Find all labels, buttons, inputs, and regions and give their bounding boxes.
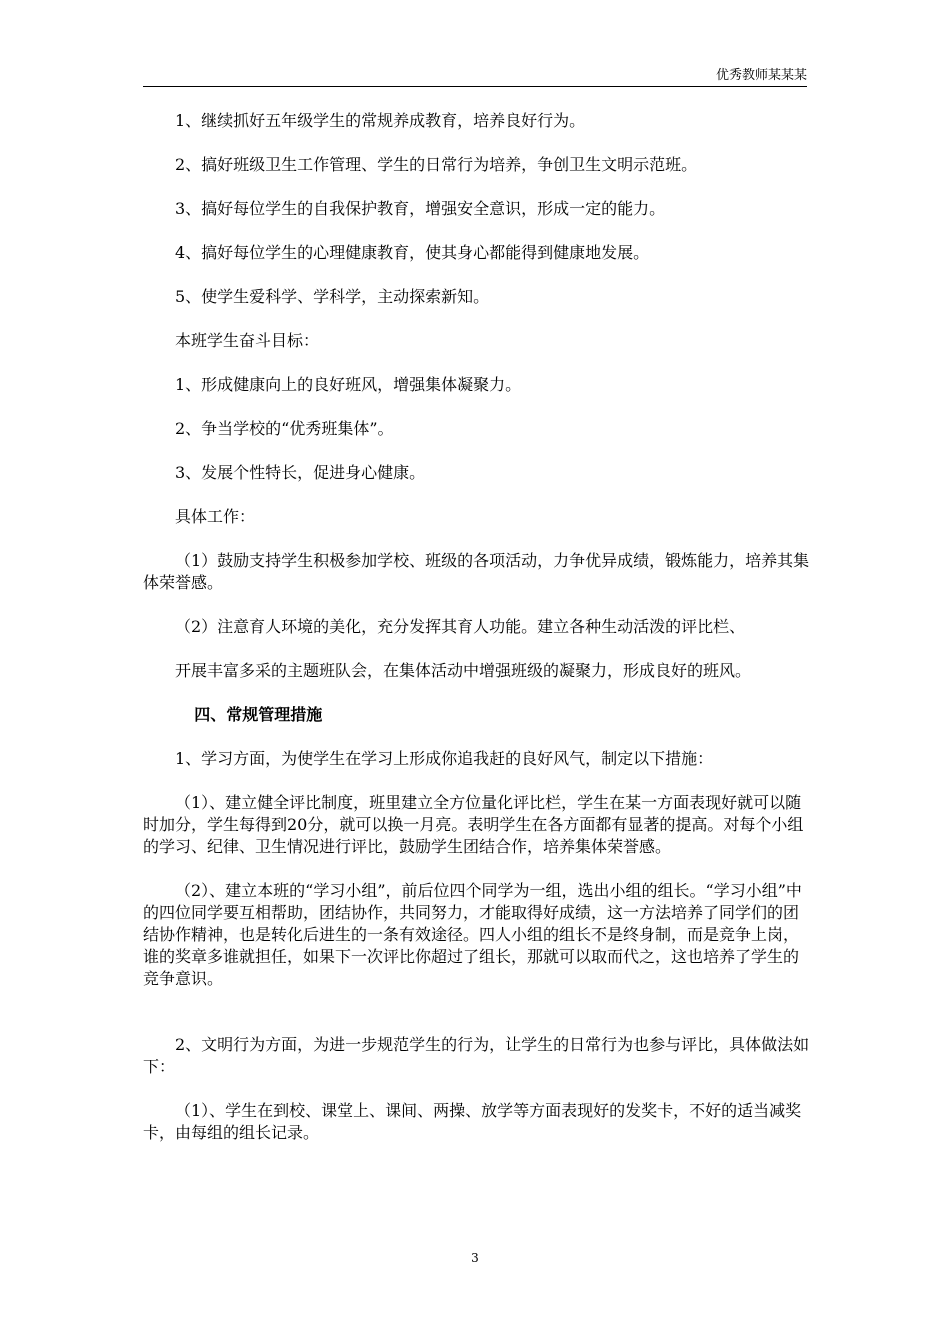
paragraph: （1）鼓励支持学生积极参加学校、班级的各项活动，力争优异成绩，锻炼能力，培养其集体荣誉感。 xyxy=(143,551,810,592)
paragraph: 2、文明行为方面，为进一步规范学生的行为，让学生的日常行为也参与评比，具体做法如下： xyxy=(143,1035,810,1076)
page-number: 3 xyxy=(471,1251,479,1265)
paragraph: 3、搞好每位学生的自我保护教育，增强安全意识，形成一定的能力。 xyxy=(175,199,666,218)
paragraph: 开展丰富多采的主题班队会，在集体活动中增强班级的凝聚力，形成良好的班风。 xyxy=(175,661,752,680)
paragraph: 2、搞好班级卫生工作管理、学生的日常行为培养，争创卫生文明示范班。 xyxy=(175,155,698,174)
paragraph: 具体工作： xyxy=(175,507,256,526)
paragraph: （1）、建立健全评比制度，班里建立全方位量化评比栏，学生在某一方面表现好就可以随时加分，学生每得到20分，就可以换一月亮。表明学生在各方面都有显著的提高。对每个小组的学习、纪律、卫生情况进行评比，鼓励学生团结合作，培养集体荣誉感。 xyxy=(143,793,804,856)
paragraph: 本班学生奋斗目标： xyxy=(175,331,320,350)
spacer xyxy=(143,1012,813,1034)
paragraph: 1、形成健康向上的良好班风，增强集体凝聚力。 xyxy=(175,375,522,394)
header-divider xyxy=(143,86,807,87)
paragraph: 1、学习方面，为使学生在学习上形成你追我赶的良好风气，制定以下措施： xyxy=(175,749,714,768)
paragraph: 2、争当学校的“优秀班集体”。 xyxy=(175,419,394,438)
paragraph: （1）、学生在到校、课堂上、课间、两操、放学等方面表现好的发奖卡，不好的适当减奖卡，由每组的组长记录。 xyxy=(143,1101,802,1142)
header-title: 优秀教师某某某 xyxy=(715,68,807,83)
paragraph: （2）注意育人环境的美化，充分发挥其育人功能。建立各种生动活泼的评比栏、 xyxy=(175,617,746,636)
document-body xyxy=(143,110,813,1166)
paragraph: 5、使学生爱科学、学科学，主动探索新知。 xyxy=(175,287,490,306)
paragraph: 4、搞好每位学生的心理健康教育，使其身心都能得到健康地发展。 xyxy=(175,243,650,262)
paragraph: （2）、建立本班的“学习小组”，前后位四个同学为一组，选出小组的组长。“学习小组”中的四位同学要互相帮助，团结协作，共同努力，才能取得好成绩，这一方法培养了同学们的团结协作精神，也是转化后进生的一条有效途径。四人小组的组长不是终身制，而是竞争上岗，谁的奖章多谁就担任，如果下一次评比你超过了组长，那就可以取而代之，这也培养了学生的竞争意识。 xyxy=(143,881,802,988)
paragraph: 1、继续抓好五年级学生的常规养成教育，培养良好行为。 xyxy=(175,111,586,130)
paragraph: 3、发展个性特长，促进身心健康。 xyxy=(175,463,426,482)
section-heading: 四、常规管理措施 xyxy=(194,705,323,724)
